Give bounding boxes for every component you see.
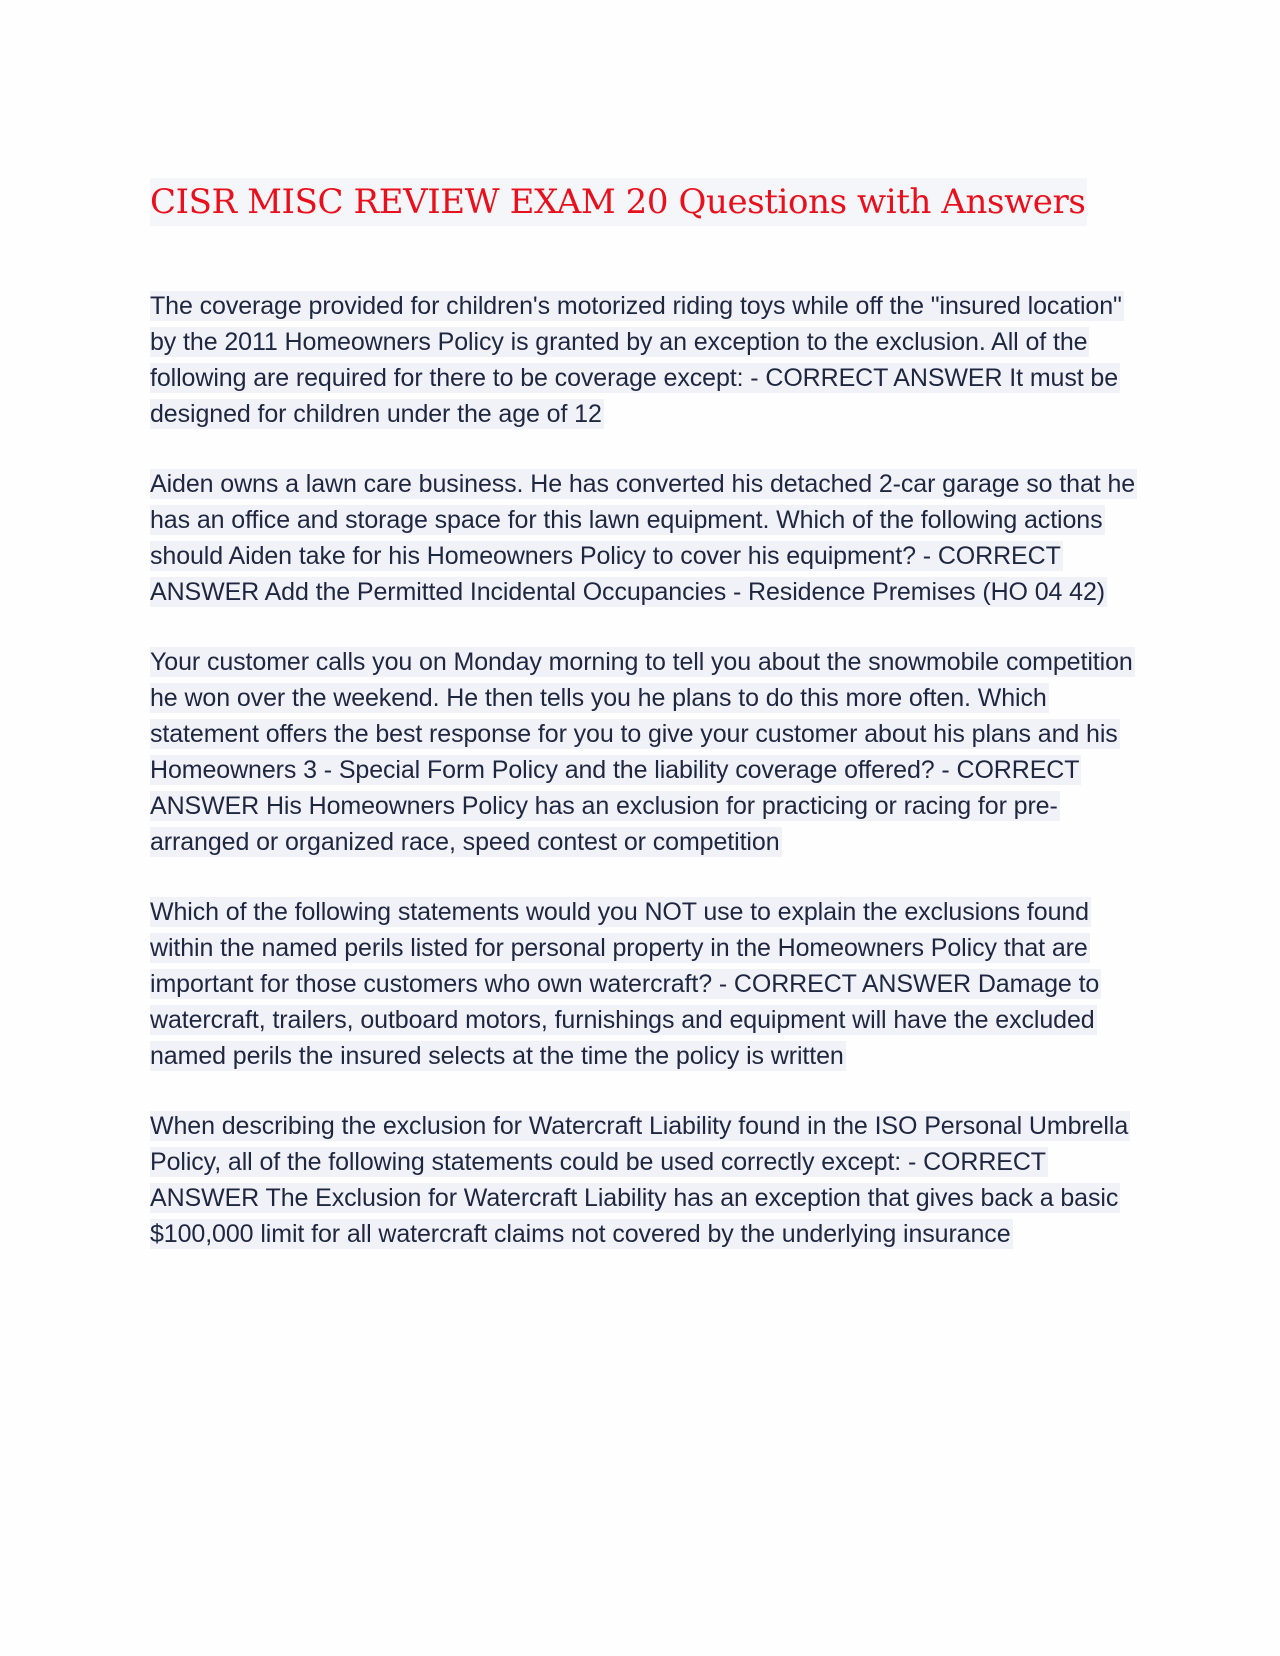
document-title: CISR MISC REVIEW EXAM 20 Questions with Answers (150, 178, 1087, 226)
question-text: Which of the following statements would you NOT use to explain the exclusions found within the named perils listed for personal property in the Homeowners Policy that are important for those customers who own watercraft? - CORRECT ANSWER Damage to watercraft, trailers, outboard motors, furnishings and equipment will have the excluded named perils the insured selects at the time the policy is written (150, 898, 1100, 1070)
question-item-4 (150, 894, 1140, 1074)
question-text: The coverage provided for children's motorized riding toys while off the "insured location" by the 2011 Homeowners Policy is granted by an exception to the exclusion. All of the following are required for there to be coverage except: - CORRECT ANSWER It must be designed for children under the age of 12 (150, 292, 1122, 428)
document-page (150, 178, 1140, 1286)
question-item-5 (150, 1108, 1140, 1252)
question-list (150, 288, 1140, 1252)
question-item-1 (150, 288, 1140, 432)
question-item-3 (150, 644, 1140, 860)
question-text: When describing the exclusion for Watercraft Liability found in the ISO Personal Umbrella Policy, all of the following statements could be used correctly except: - CORRECT ANSWER The Exclusion for Watercraft Liability has an exception that gives back a basic $100,000 limit for all watercraft claims not covered by the underlying insurance (150, 1112, 1129, 1248)
question-item-2 (150, 466, 1140, 610)
question-text: Your customer calls you on Monday morning to tell you about the snowmobile competition he won over the weekend. He then tells you he plans to do this more often. Which statement offers the best response for you to give your customer about his plans and his Homeowners 3 - Special Form Policy and the liability coverage offered? - CORRECT ANSWER His Homeowners Policy has an exclusion for practicing or racing for pre-arranged or organized race, speed contest or competition (150, 648, 1133, 856)
question-text: Aiden owns a lawn care business. He has converted his detached 2-car garage so that he has an office and storage space for this lawn equipment. Which of the following actions should Aiden take for his Homeowners Policy to cover his equipment? - CORRECT ANSWER Add the Permitted Incidental Occupancies - Residence Premises (HO 04 42) (150, 470, 1136, 606)
